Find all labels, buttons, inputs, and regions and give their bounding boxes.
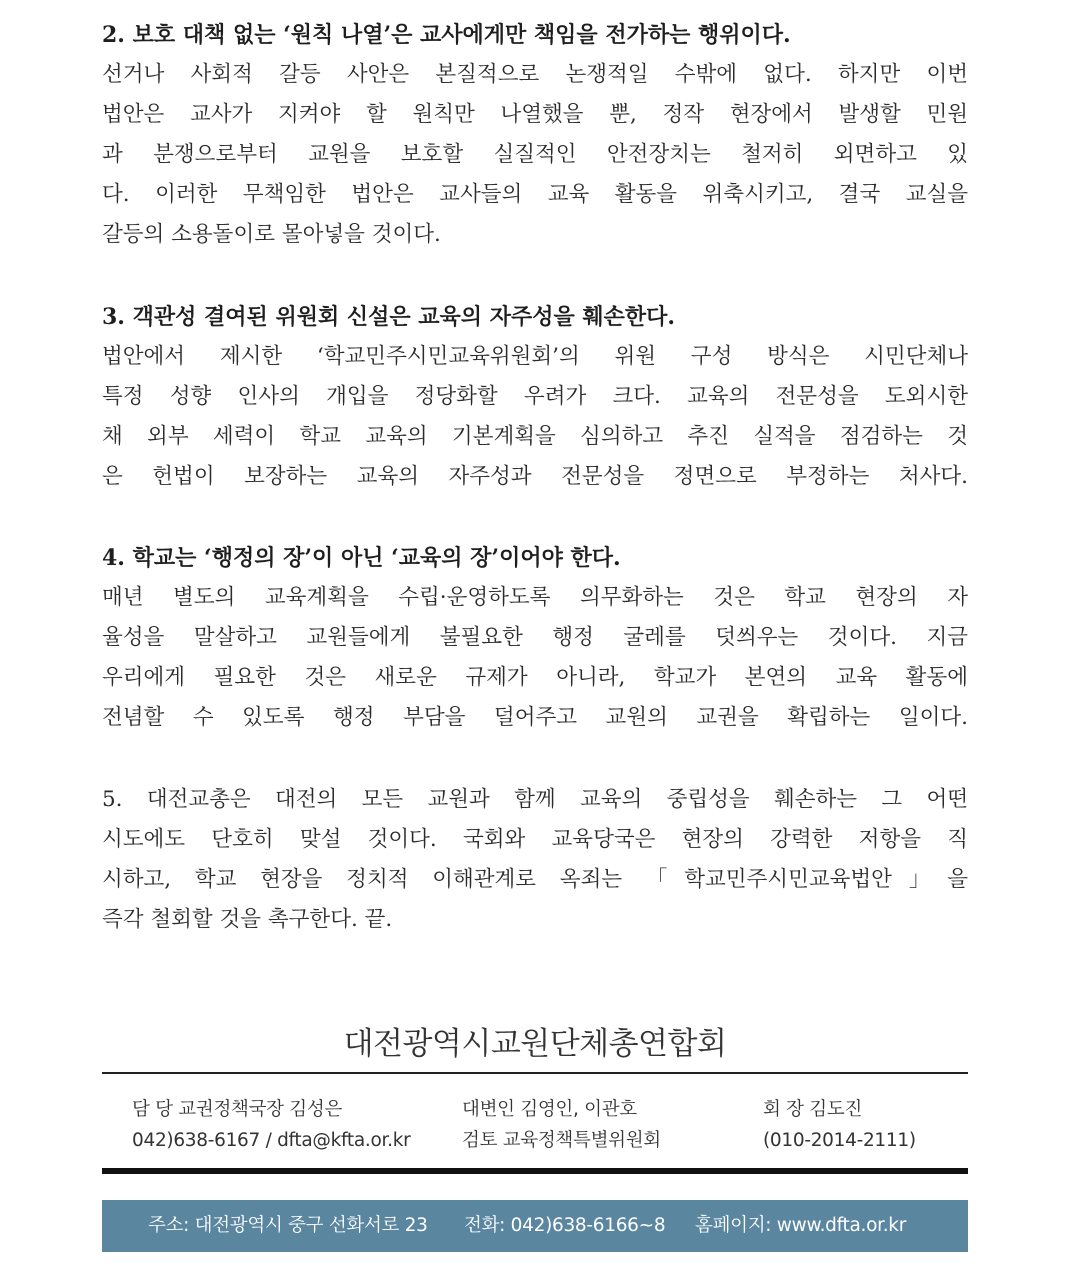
body-line: 5. 대전교총은 대전의 모든 교원과 함께 교육의 중립성을 훼손하는 그 어떤	[102, 787, 968, 812]
body-line: 법안에서 제시한 ‘학교민주시민교육위원회’의 위원 구성 방식은 시민단체나	[102, 344, 968, 369]
section-5	[102, 780, 968, 940]
contact-line: 회 장 김도진	[763, 1099, 863, 1120]
contact-block	[132, 1094, 410, 1156]
body-line: 율성을 말살하고 교원들에게 불필요한 행정 굴레를 덧씌우는 것이다. 지금	[102, 625, 968, 650]
contact-line: 검토 교육정책특별위원회	[462, 1130, 661, 1151]
body-line: 선거나 사회적 갈등 사안은 본질적으로 논쟁적일 수밖에 없다. 하지만 이번	[102, 62, 968, 87]
section-heading: 4. 학교는 ‘행정의 장’이 아닌 ‘교육의 장’이어야 한다.	[102, 545, 621, 571]
contact-line: 담 당 교권정책국장 김성은	[132, 1099, 343, 1120]
body-line: 법안은 교사가 지켜야 할 원칙만 나열했을 뿐, 정작 현장에서 발생할 민원	[102, 102, 968, 127]
contact-line: 042)638-6167 / dfta@kfta.or.kr	[132, 1130, 411, 1151]
footer-homepage: 홈페이지: www.dfta.or.kr	[695, 1215, 907, 1236]
footer-phone: 전화: 042)638-6166~8	[464, 1215, 666, 1236]
section-heading: 2. 보호 대책 없는 ‘원칙 나열’은 교사에게만 책임을 전가하는 행위이다.	[102, 22, 791, 48]
body-line: 갈등의 소용돌이로 몰아넣을 것이다.	[102, 222, 441, 247]
body-line: 다. 이러한 무책임한 법안은 교사들의 교육 활동을 위축시키고, 결국 교실을	[102, 182, 968, 207]
body-line: 즉각 철회할 것을 촉구한다. 끝.	[102, 907, 393, 932]
divider	[102, 1168, 968, 1174]
section-2	[102, 15, 968, 255]
body-line: 매년 별도의 교육계획을 수립·운영하도록 의무화하는 것은 학교 현장의 자	[102, 585, 968, 610]
organization-name: 대전광역시교원단체총연합회	[343, 1026, 727, 1062]
footer-bar	[102, 1200, 968, 1252]
contact-line: (010-2014-2111)	[763, 1130, 916, 1151]
contact-line: 대변인 김영인, 이관호	[462, 1099, 637, 1120]
divider	[102, 1072, 968, 1074]
body-line: 과 분쟁으로부터 교원을 보호할 실질적인 안전장치는 철저히 외면하고 있	[102, 142, 968, 167]
section-3	[102, 297, 968, 497]
section-heading: 3. 객관성 결여된 위원회 신설은 교육의 자주성을 훼손한다.	[102, 304, 676, 330]
contact-block	[763, 1094, 916, 1156]
body-line: 우리에게 필요한 것은 새로운 규제가 아니라, 학교가 본연의 교육 활동에	[102, 665, 968, 690]
body-line: 전념할 수 있도록 행정 부담을 덜어주고 교원의 교권을 확립하는 일이다.	[102, 705, 968, 730]
body-line: 시하고, 학교 현장을 정치적 이해관계로 옥죄는 「학교민주시민교육법안」을	[102, 867, 968, 892]
body-line: 특정 성향 인사의 개입을 정당화할 우려가 크다. 교육의 전문성을 도외시한	[102, 384, 968, 409]
contact-block	[462, 1094, 661, 1156]
section-4	[102, 538, 968, 738]
body-line: 시도에도 단호히 맞설 것이다. 국회와 교육당국은 현장의 강력한 저항을 직	[102, 827, 968, 852]
body-line: 채 외부 세력이 학교 교육의 기본계획을 심의하고 추진 실적을 점검하는 것	[102, 424, 968, 449]
body-line: 은 헌법이 보장하는 교육의 자주성과 전문성을 정면으로 부정하는 처사다.	[102, 464, 968, 489]
footer-address: 주소: 대전광역시 중구 선화서로 23	[148, 1215, 428, 1236]
